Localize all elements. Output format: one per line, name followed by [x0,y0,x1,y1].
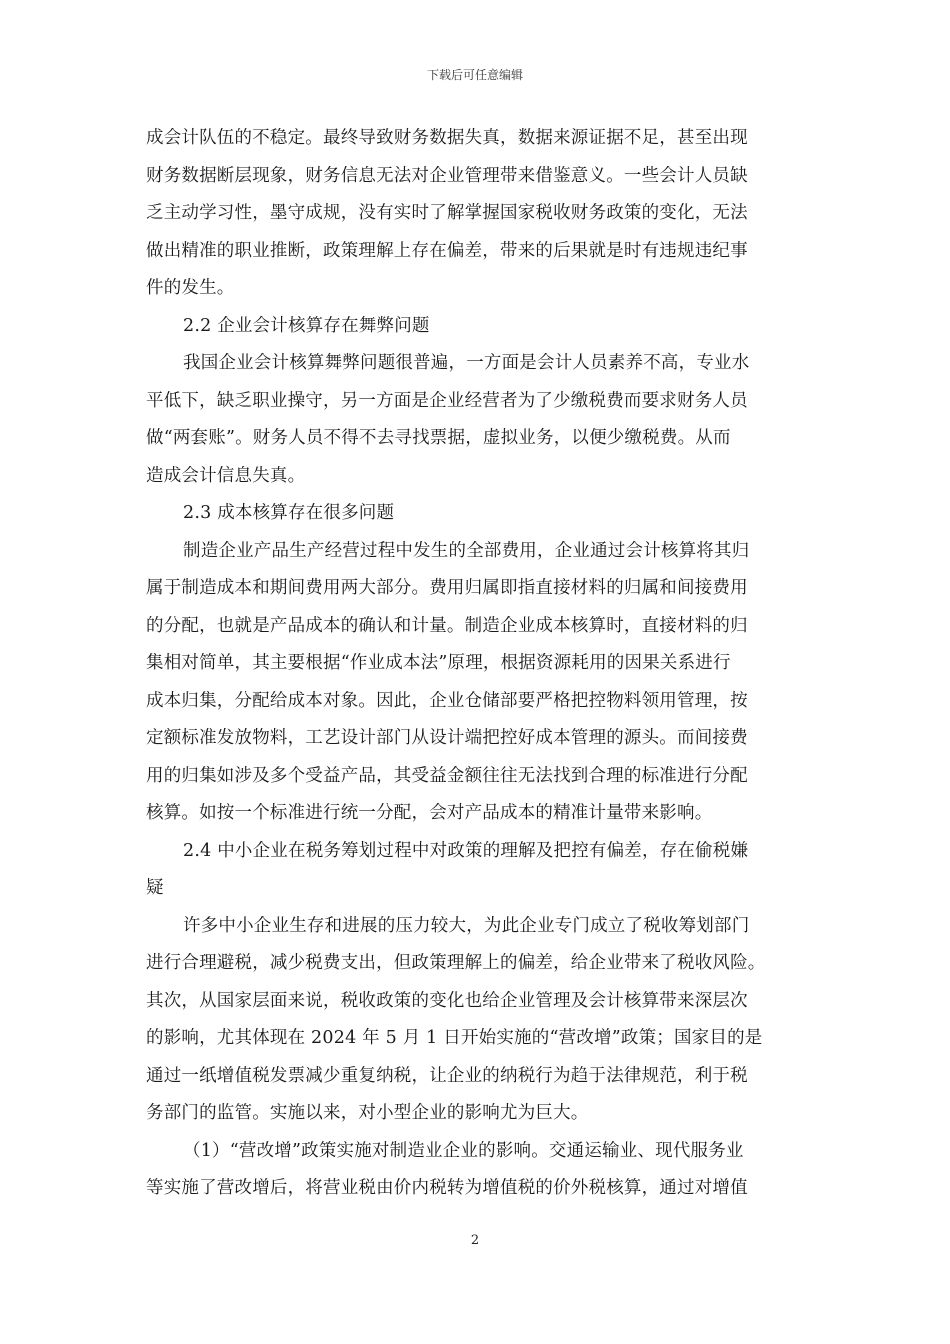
text-line: 进行合理避税，减少税费支出，但政策理解上的偏差，给企业带来了税收风险。 [146,953,766,973]
text-line: 乏主动学习性，墨守成规，没有实时了解掌握国家税收财务政策的变化，无法 [146,203,748,223]
text-line: 造成会计信息失真。 [146,465,306,486]
text-line: 件的发生。 [146,278,235,298]
page-header: 下载后可任意编辑 [426,68,523,82]
text-line: 2.3 成本核算存在很多问题 [183,503,395,523]
text-line: 做出精准的职业推断，政策理解上存在偏差，带来的后果就是时有违规违纪事 [146,240,748,261]
text-line: 核算。如按一个标准进行统一分配，会对产品成本的精准计量带来影响。 [146,803,713,823]
text-line: 2.2 企业会计核算存在舞弊问题 [183,315,430,336]
text-line: 通过一纸增值税发票减少重复纳税，让企业的纳税行为趋于法律规范，利于税 [146,1065,748,1086]
text-line: 平低下，缺乏职业操守，另一方面是企业经营者为了少缴税费而要求财务人员 [146,390,748,411]
page-number: 2 [470,1233,480,1248]
text-line: 其次，从国家层面来说，税收政策的变化也给企业管理及会计核算带来深层次 [146,990,748,1011]
text-line: 疑 [146,878,164,898]
text-line: 成会计队伍的不稳定。最终导致财务数据失真，数据来源证据不足，甚至出现 [146,128,748,148]
text-line: 许多中小企业生存和进展的压力较大，为此企业专门成立了税收筹划部门 [183,915,750,936]
text-line: 的影响，尤其体现在 2024 年 5 月 1 日开始实施的“营改增”政策；国家目的是 [146,1028,763,1048]
text-line: 用的归集如涉及多个受益产品，其受益金额往往无法找到合理的标准进行分配 [146,765,748,786]
text-line: 做“两套账”。财务人员不得不去寻找票据，虚拟业务，以便少缴税费。从而 [146,428,731,448]
text-line: 属于制造成本和期间费用两大部分。费用归属即指直接材料的归属和间接费用 [146,578,748,598]
text-line: 集相对简单，其主要根据“作业成本法”原理，根据资源耗用的因果关系进行 [146,653,731,673]
text-line: 2.4 中小企业在税务筹划过程中对政策的理解及把控有偏差，存在偷税嫌 [183,840,749,861]
text-line: 制造企业产品生产经营过程中发生的全部费用，企业通过会计核算将其归 [183,540,750,561]
text-line: 我国企业会计核算舞弊问题很普遍，一方面是会计人员素养不高，专业水 [183,353,750,373]
text-line: 成本归集，分配给成本对象。因此，企业仓储部要严格把控物料领用管理，按 [146,690,748,711]
text-line: 务部门的监管。实施以来，对小型企业的影响尤为巨大。 [146,1103,589,1123]
text-line: （1）“营改增”政策实施对制造业企业的影响。交通运输业、现代服务业 [183,1140,744,1161]
text-line: 财务数据断层现象，财务信息无法对企业管理带来借鉴意义。一些会计人员缺 [146,165,748,186]
text-line: 的分配，也就是产品成本的确认和计量。制造企业成本核算时，直接材料的归 [146,615,748,636]
text-line: 定额标准发放物料，工艺设计部门从设计端把控好成本管理的源头。而间接费 [146,728,748,748]
text-line: 等实施了营改增后，将营业税由价内税转为增值税的价外税核算，通过对增值 [146,1178,748,1198]
document-body [146,120,809,1208]
